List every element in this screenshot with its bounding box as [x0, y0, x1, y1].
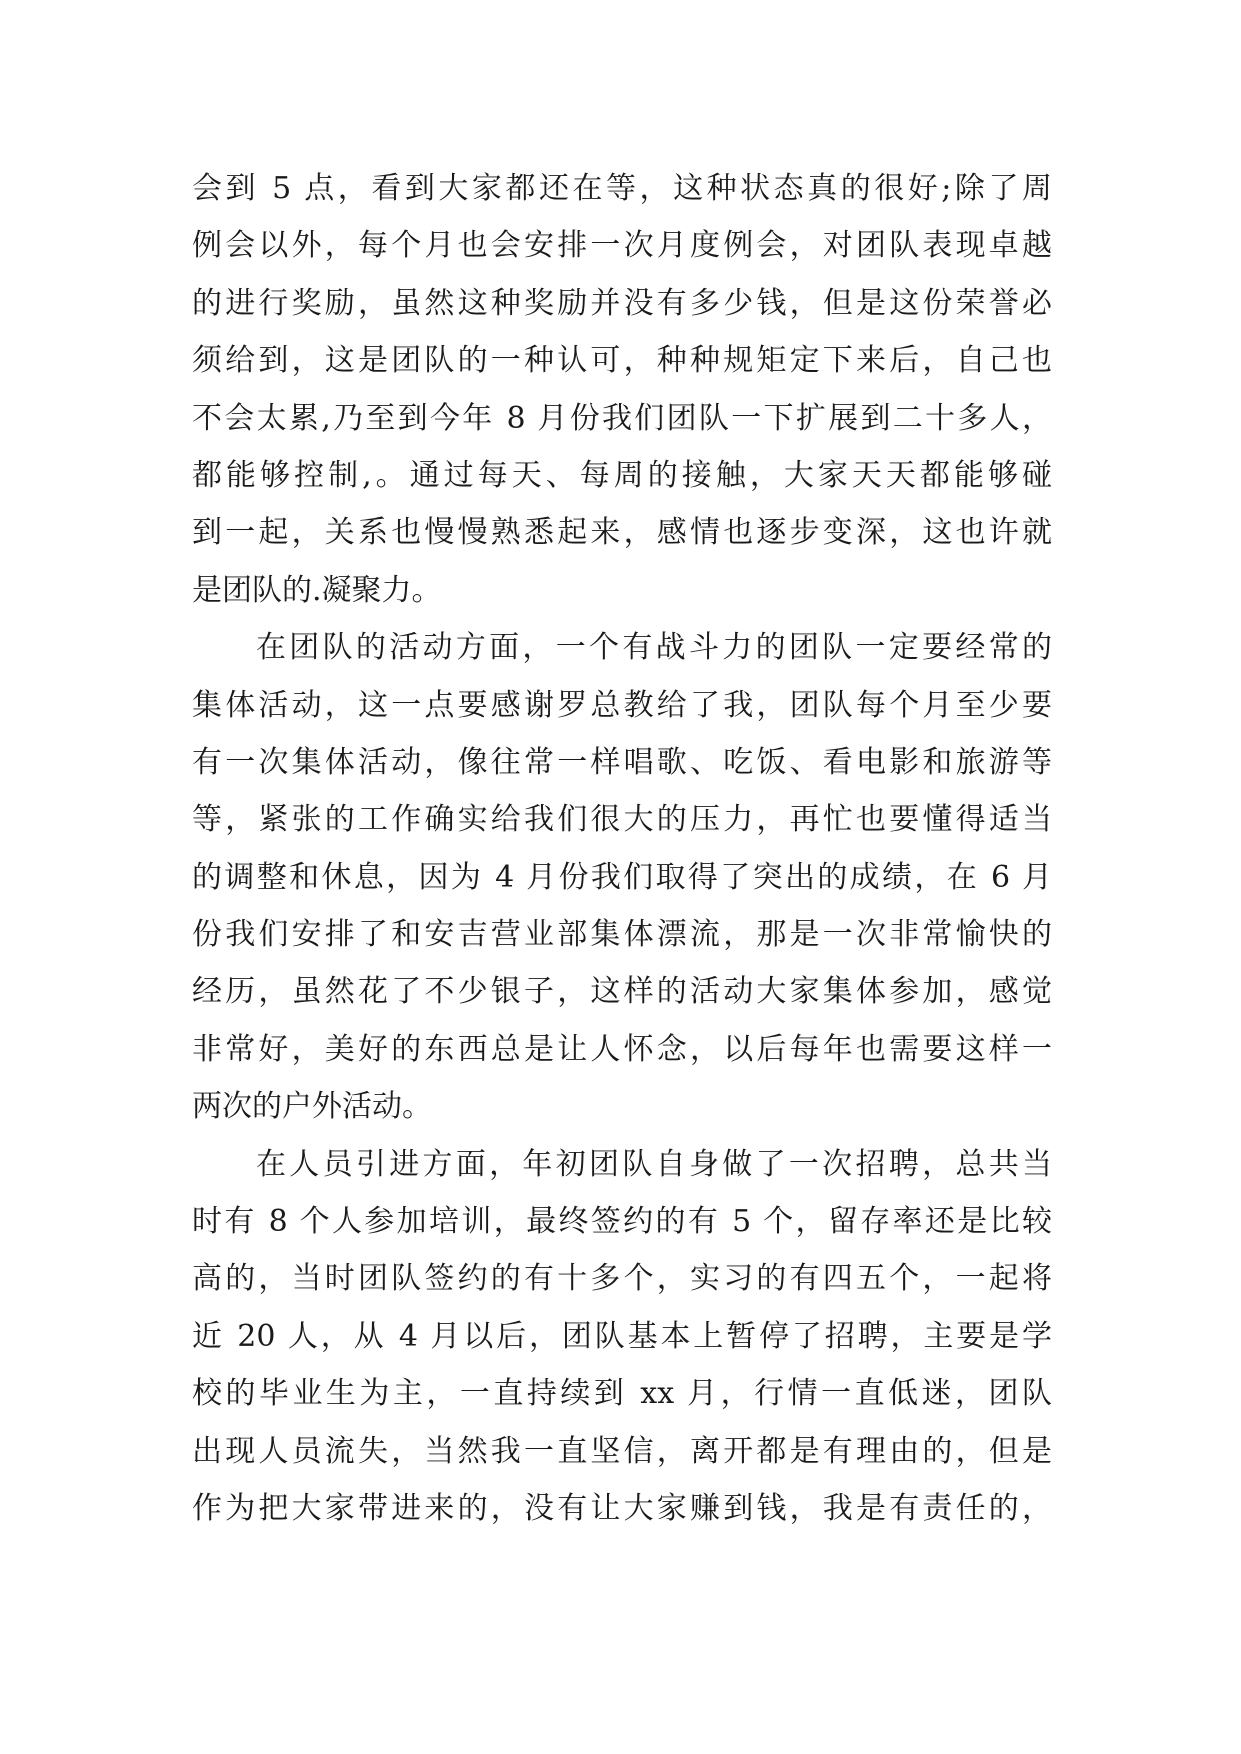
text-line: 会到 5 点，看到大家都还在等，这种状态真的很好;除了周 — [192, 171, 1052, 206]
body-text — [192, 160, 1052, 1537]
text-line: 非常好，美好的东西总是让人怀念，以后每年也需要这样一 — [192, 1031, 1052, 1067]
text-line: 经历，虽然花了不少银子，这样的活动大家集体参加，感觉 — [192, 974, 1052, 1010]
text-line: 等，紧张的工作确实给我们很大的压力，再忙也要懂得适当 — [192, 802, 1052, 838]
text-line: 作为把大家带进来的，没有让大家赚到钱，我是有责任的， — [192, 1490, 1052, 1526]
text-line: 的调整和休息，因为 4 月份我们取得了突出的成绩，在 6 月 — [192, 859, 1052, 895]
text-line: 都能够控制,。通过每天、每周的接触，大家天天都能够碰 — [192, 457, 1052, 493]
text-line: 份我们安排了和安吉营业部集体漂流，那是一次非常愉快的 — [192, 917, 1052, 953]
text-line: 两次的户外活动。 — [192, 1089, 432, 1125]
text-line: 出现人员流失，当然我一直坚信，离开都是有理由的，但是 — [192, 1433, 1052, 1469]
text-line: 近 20 人，从 4 月以后，团队基本上暂停了招聘，主要是学 — [192, 1318, 1052, 1354]
paragraph-first-line: 在团队的活动方面，一个有战斗力的团队一定要经常的 — [256, 630, 1052, 666]
text-line: 不会太累,乃至到今年 8 月份我们团队一下扩展到二十多人， — [192, 400, 1052, 436]
text-line: 有一次集体活动，像往常一样唱歌、吃饭、看电影和旅游等 — [192, 744, 1052, 780]
text-line: 例会以外，每个月也会安排一次月度例会，对团队表现卓越 — [192, 228, 1052, 264]
text-line: 时有 8 个人参加培训，最终签约的有 5 个，留存率还是比较 — [192, 1204, 1052, 1240]
text-line: 高的，当时团队签约的有十多个，实习的有四五个，一起将 — [192, 1261, 1052, 1297]
text-line: 是团队的.凝聚力。 — [192, 572, 442, 608]
text-line: 须给到，这是团队的一种认可，种种规矩定下来后，自己也 — [192, 343, 1052, 379]
text-line: 集体活动，这一点要感谢罗总教给了我，团队每个月至少要 — [192, 687, 1052, 723]
text-line: 校的毕业生为主，一直持续到 xx 月，行情一直低迷，团队 — [192, 1376, 1052, 1412]
paragraph-first-line: 在人员引进方面，年初团队自身做了一次招聘，总共当 — [256, 1146, 1052, 1182]
text-line: 到一起，关系也慢慢熟悉起来，感情也逐步变深，这也许就 — [192, 515, 1052, 551]
text-line: 的进行奖励，虽然这种奖励并没有多少钱，但是这份荣誉必 — [192, 285, 1052, 321]
